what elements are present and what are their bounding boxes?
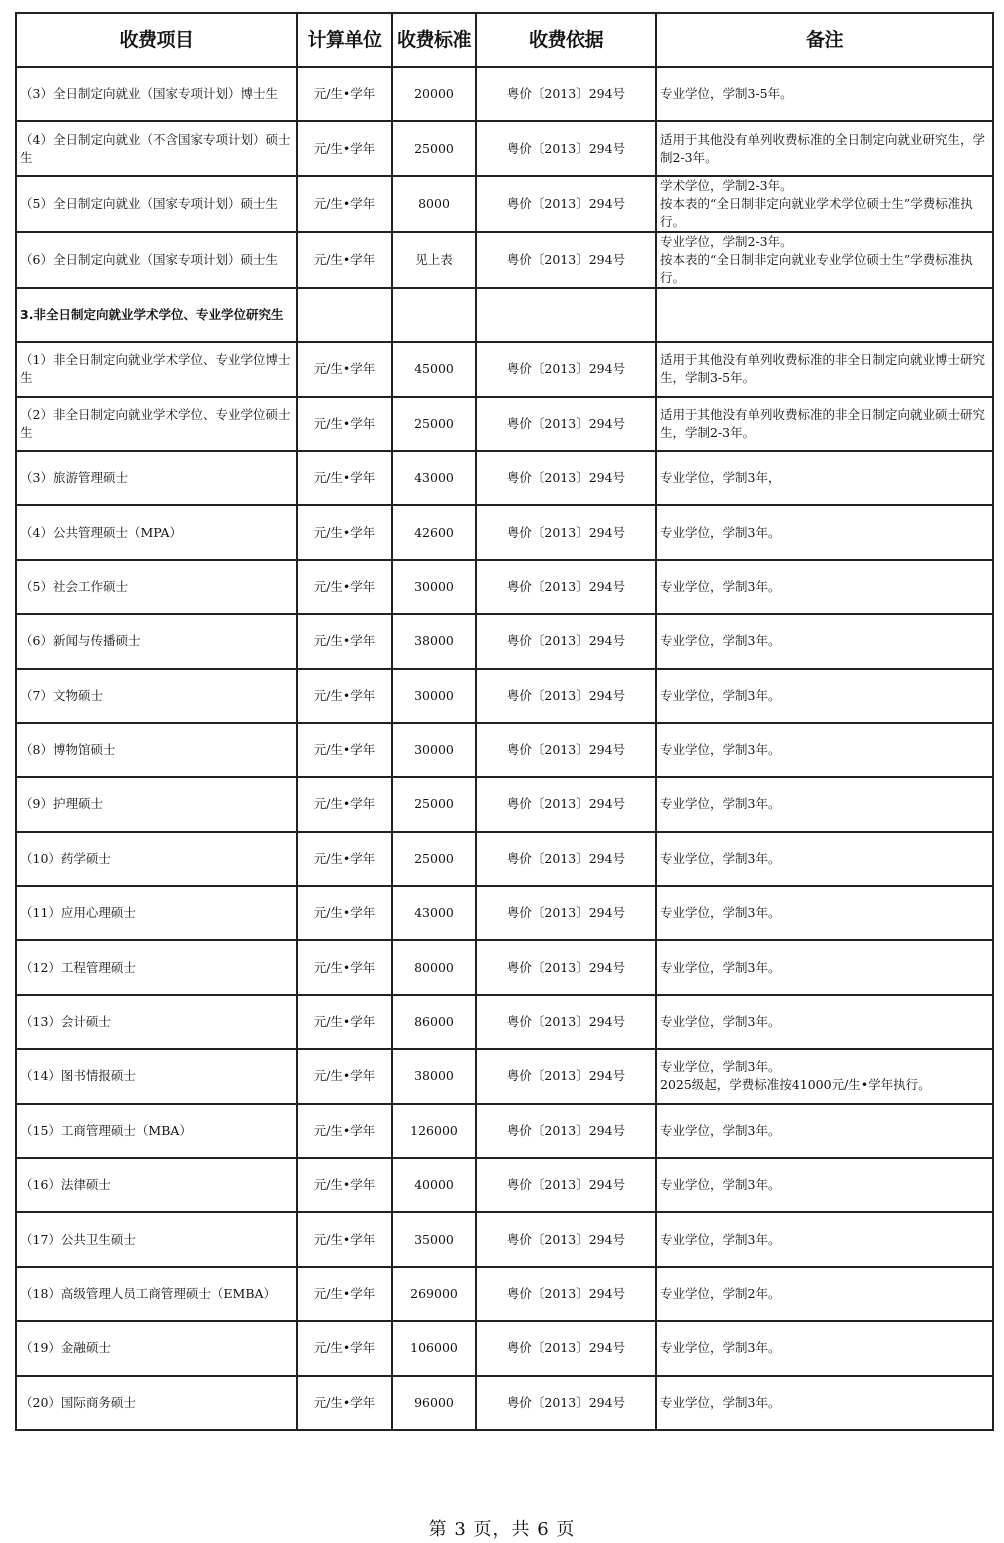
page-footer [0, 1515, 1004, 1541]
cell-fee: 30000 [392, 560, 476, 614]
cell-basis: 粤价〔2013〕294号 [476, 1267, 656, 1321]
cell-note: 专业学位，学制2-3年。 按本表的“全日制非定向就业专业学位硕士生”学费标准执行。 [656, 232, 993, 288]
cell-item: （5）全日制定向就业（国家专项计划）硕士生 [16, 176, 297, 232]
cell-item: （17）公共卫生硕士 [16, 1212, 297, 1266]
header-note: 备注 [656, 13, 993, 67]
cell-item: （15）工商管理硕士（MBA） [16, 1104, 297, 1158]
table-row [16, 723, 993, 777]
cell-basis: 粤价〔2013〕294号 [476, 67, 656, 121]
cell-item: （18）高级管理人员工商管理硕士（EMBA） [16, 1267, 297, 1321]
table-row [16, 777, 993, 831]
cell-item: （11）应用心理硕士 [16, 886, 297, 940]
table-row [16, 560, 993, 614]
table-row [16, 121, 993, 175]
cell-basis: 粤价〔2013〕294号 [476, 723, 656, 777]
cell-note: 专业学位，学制3年。 [656, 1212, 993, 1266]
section-row [16, 288, 993, 342]
cell-fee: 86000 [392, 995, 476, 1049]
cell-note: 专业学位，学制3年。 [656, 1321, 993, 1375]
table-row [16, 940, 993, 994]
cell-basis: 粤价〔2013〕294号 [476, 614, 656, 668]
cell-fee: 96000 [392, 1376, 476, 1430]
cell-basis: 粤价〔2013〕294号 [476, 505, 656, 559]
table-row [16, 614, 993, 668]
cell-basis: 粤价〔2013〕294号 [476, 777, 656, 831]
cell-unit: 元/生•学年 [297, 995, 392, 1049]
cell-basis: 粤价〔2013〕294号 [476, 451, 656, 505]
cell-note: 专业学位，学制3年。 2025级起，学费标准按41000元/生•学年执行。 [656, 1049, 993, 1103]
cell-unit: 元/生•学年 [297, 451, 392, 505]
cell-item: （13）会计硕士 [16, 995, 297, 1049]
page-number: 第 3 页， [428, 1519, 512, 1540]
cell-basis: 粤价〔2013〕294号 [476, 560, 656, 614]
table-row [16, 1049, 993, 1103]
cell-fee: 见上表 [392, 232, 476, 288]
cell-basis: 粤价〔2013〕294号 [476, 1376, 656, 1430]
cell-item: （3）全日制定向就业（国家专项计划）博士生 [16, 67, 297, 121]
cell-item: （20）国际商务硕士 [16, 1376, 297, 1430]
table-body [16, 67, 993, 1430]
cell-note: 专业学位，学制3年。 [656, 1158, 993, 1212]
table-row [16, 67, 993, 121]
table-header-row [16, 13, 993, 67]
table-row [16, 505, 993, 559]
cell-unit: 元/生•学年 [297, 886, 392, 940]
cell-unit: 元/生•学年 [297, 1049, 392, 1103]
cell-item: （10）药学硕士 [16, 832, 297, 886]
cell-unit: 元/生•学年 [297, 560, 392, 614]
cell-item: 3.非全日制定向就业学术学位、专业学位研究生 [16, 288, 297, 342]
cell-fee: 25000 [392, 397, 476, 451]
table-row [16, 1376, 993, 1430]
header-basis: 收费依据 [476, 13, 656, 67]
cell-basis: 粤价〔2013〕294号 [476, 886, 656, 940]
cell-fee: 25000 [392, 121, 476, 175]
cell-note: 适用于其他没有单列收费标准的非全日制定向就业硕士研究生，学制2-3年。 [656, 397, 993, 451]
cell-note [656, 288, 993, 342]
cell-unit: 元/生•学年 [297, 121, 392, 175]
cell-fee: 35000 [392, 1212, 476, 1266]
cell-unit: 元/生•学年 [297, 67, 392, 121]
cell-note: 专业学位，学制3年。 [656, 886, 993, 940]
cell-basis: 粤价〔2013〕294号 [476, 397, 656, 451]
cell-fee: 40000 [392, 1158, 476, 1212]
table-row [16, 886, 993, 940]
cell-item: （4）公共管理硕士（MPA） [16, 505, 297, 559]
cell-basis: 粤价〔2013〕294号 [476, 121, 656, 175]
cell-note: 专业学位，学制3年。 [656, 669, 993, 723]
cell-unit [297, 288, 392, 342]
cell-fee [392, 288, 476, 342]
cell-note: 专业学位，学制3年。 [656, 723, 993, 777]
cell-unit: 元/生•学年 [297, 397, 392, 451]
cell-fee: 38000 [392, 1049, 476, 1103]
cell-item: （3）旅游管理硕士 [16, 451, 297, 505]
cell-fee: 126000 [392, 1104, 476, 1158]
table-row [16, 342, 993, 396]
cell-fee: 38000 [392, 614, 476, 668]
cell-unit: 元/生•学年 [297, 505, 392, 559]
cell-item: （1）非全日制定向就业学术学位、专业学位博士生 [16, 342, 297, 396]
table-row [16, 1104, 993, 1158]
cell-basis: 粤价〔2013〕294号 [476, 1049, 656, 1103]
cell-item: （6）新闻与传播硕士 [16, 614, 297, 668]
cell-unit: 元/生•学年 [297, 232, 392, 288]
cell-basis [476, 288, 656, 342]
cell-note: 专业学位，学制3年。 [656, 995, 993, 1049]
cell-note: 专业学位，学制3年。 [656, 505, 993, 559]
cell-note: 专业学位，学制3年。 [656, 940, 993, 994]
cell-item: （8）博物馆硕士 [16, 723, 297, 777]
cell-item: （7）文物硕士 [16, 669, 297, 723]
cell-note: 专业学位，学制3年。 [656, 560, 993, 614]
header-fee: 收费标准 [392, 13, 476, 67]
cell-basis: 粤价〔2013〕294号 [476, 176, 656, 232]
cell-unit: 元/生•学年 [297, 669, 392, 723]
cell-unit: 元/生•学年 [297, 342, 392, 396]
cell-item: （5）社会工作硕士 [16, 560, 297, 614]
cell-item: （4）全日制定向就业（不含国家专项计划）硕士生 [16, 121, 297, 175]
cell-unit: 元/生•学年 [297, 777, 392, 831]
cell-note: 适用于其他没有单列收费标准的非全日制定向就业博士研究生，学制3-5年。 [656, 342, 993, 396]
cell-fee: 30000 [392, 669, 476, 723]
cell-note: 专业学位，学制3年， [656, 451, 993, 505]
cell-basis: 粤价〔2013〕294号 [476, 832, 656, 886]
cell-fee: 43000 [392, 451, 476, 505]
cell-note: 学术学位，学制2-3年。 按本表的“全日制非定向就业学术学位硕士生”学费标准执行。 [656, 176, 993, 232]
cell-item: （12）工程管理硕士 [16, 940, 297, 994]
cell-basis: 粤价〔2013〕294号 [476, 1212, 656, 1266]
cell-fee: 25000 [392, 832, 476, 886]
cell-note: 专业学位，学制3年。 [656, 1376, 993, 1430]
cell-note: 专业学位，学制3年。 [656, 614, 993, 668]
cell-basis: 粤价〔2013〕294号 [476, 342, 656, 396]
header-unit: 计算单位 [297, 13, 392, 67]
cell-note: 专业学位，学制3-5年。 [656, 67, 993, 121]
cell-basis: 粤价〔2013〕294号 [476, 1104, 656, 1158]
table-row [16, 995, 993, 1049]
table-row [16, 1158, 993, 1212]
cell-fee: 106000 [392, 1321, 476, 1375]
cell-unit: 元/生•学年 [297, 723, 392, 777]
cell-item: （6）全日制定向就业（国家专项计划）硕士生 [16, 232, 297, 288]
cell-unit: 元/生•学年 [297, 1267, 392, 1321]
table-row [16, 1267, 993, 1321]
cell-item: （19）金融硕士 [16, 1321, 297, 1375]
cell-item: （14）图书情报硕士 [16, 1049, 297, 1103]
cell-fee: 20000 [392, 67, 476, 121]
cell-unit: 元/生•学年 [297, 1158, 392, 1212]
cell-fee: 8000 [392, 176, 476, 232]
cell-item: （2）非全日制定向就业学术学位、专业学位硕士生 [16, 397, 297, 451]
cell-basis: 粤价〔2013〕294号 [476, 232, 656, 288]
cell-unit: 元/生•学年 [297, 1212, 392, 1266]
cell-fee: 25000 [392, 777, 476, 831]
table-row [16, 1212, 993, 1266]
cell-fee: 269000 [392, 1267, 476, 1321]
cell-basis: 粤价〔2013〕294号 [476, 1158, 656, 1212]
table-row [16, 1321, 993, 1375]
cell-basis: 粤价〔2013〕294号 [476, 1321, 656, 1375]
cell-basis: 粤价〔2013〕294号 [476, 940, 656, 994]
cell-unit: 元/生•学年 [297, 832, 392, 886]
table-row [16, 832, 993, 886]
table-row [16, 669, 993, 723]
cell-fee: 45000 [392, 342, 476, 396]
cell-note: 专业学位，学制2年。 [656, 1267, 993, 1321]
cell-unit: 元/生•学年 [297, 176, 392, 232]
fee-table [15, 12, 994, 1431]
cell-unit: 元/生•学年 [297, 940, 392, 994]
cell-basis: 粤价〔2013〕294号 [476, 995, 656, 1049]
cell-item: （9）护理硕士 [16, 777, 297, 831]
cell-unit: 元/生•学年 [297, 1376, 392, 1430]
cell-fee: 42600 [392, 505, 476, 559]
cell-basis: 粤价〔2013〕294号 [476, 669, 656, 723]
cell-fee: 80000 [392, 940, 476, 994]
cell-item: （16）法律硕士 [16, 1158, 297, 1212]
table-row [16, 176, 993, 232]
cell-unit: 元/生•学年 [297, 1104, 392, 1158]
table-row [16, 397, 993, 451]
cell-note: 专业学位，学制3年。 [656, 832, 993, 886]
table-row [16, 451, 993, 505]
header-item: 收费项目 [16, 13, 297, 67]
cell-fee: 30000 [392, 723, 476, 777]
cell-note: 专业学位，学制3年。 [656, 1104, 993, 1158]
page-total: 共 6 页 [511, 1519, 576, 1540]
cell-note: 适用于其他没有单列收费标准的全日制定向就业研究生，学制2-3年。 [656, 121, 993, 175]
table-row [16, 232, 993, 288]
cell-note: 专业学位，学制3年。 [656, 777, 993, 831]
cell-unit: 元/生•学年 [297, 1321, 392, 1375]
cell-fee: 43000 [392, 886, 476, 940]
cell-unit: 元/生•学年 [297, 614, 392, 668]
